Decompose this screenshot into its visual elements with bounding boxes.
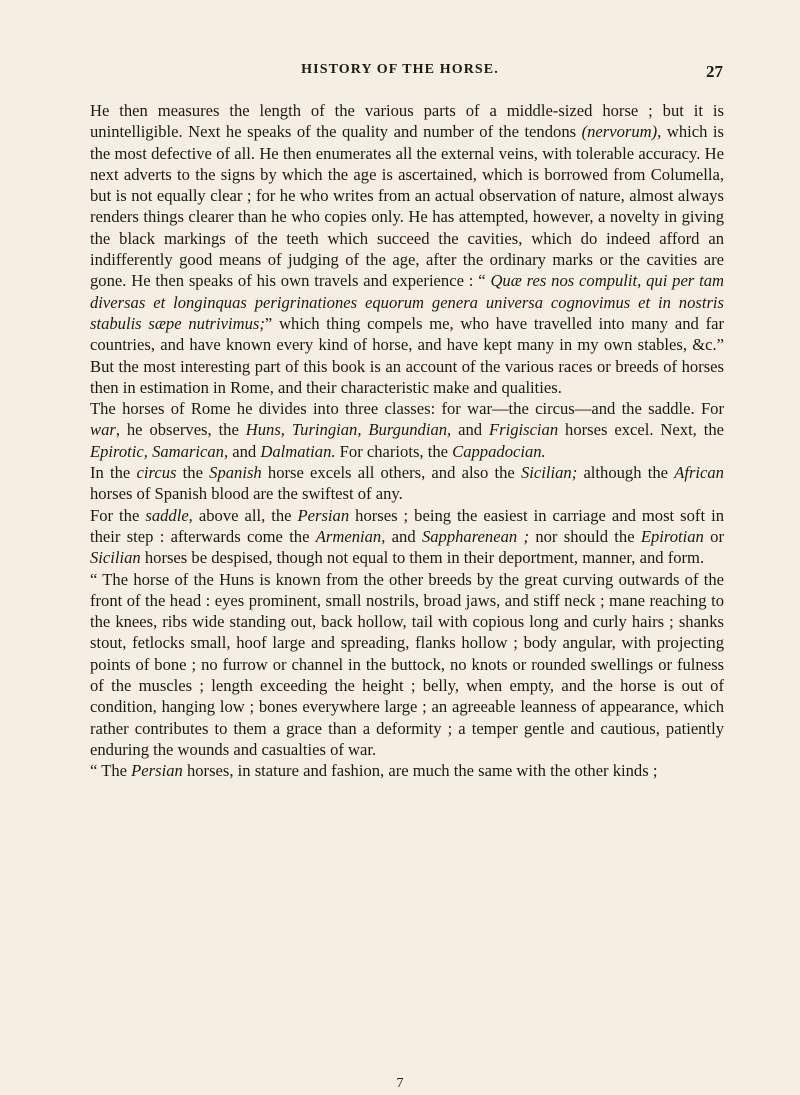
text-run: although the (577, 463, 675, 483)
paragraph (90, 760, 724, 781)
text-run: ” which thing compels me, who have travelled into many and far countries, and have known every kind of horse, and have kept many in my own stables, &c.” But the most interesting part of this book is an account of the various races or breeds of horses then in estimation in Rome, and their characteristic make and qualities. (90, 313, 724, 397)
italic-text: Cappadocian. (452, 441, 546, 461)
italic-text: Epirotic, Samarican, (90, 441, 229, 461)
italic-text: Armenian, (315, 526, 386, 546)
paragraph (90, 100, 724, 398)
text-run: the (176, 463, 210, 483)
italic-text: Frigiscian (489, 420, 559, 440)
text-run: horses ; being the easiest in carriage and most soft in their step : afterwards come the (90, 505, 724, 546)
paragraph (90, 505, 724, 569)
body-text (90, 100, 724, 782)
text-run: He then measures the length of the various parts of a middle-sized horse ; but it is unintelligible. Next he speaks of the quality and number of the tendons (90, 101, 724, 142)
text-run: , he observes, the (115, 420, 246, 440)
text-run: and (385, 526, 422, 546)
text-run: For chariots, the (335, 441, 453, 461)
italic-text: Persian (131, 761, 183, 781)
text-run: above all, the (192, 505, 298, 525)
italic-text: Sappharenean ; (421, 526, 530, 546)
signature-mark: 7 (396, 1076, 404, 1091)
italic-text: Sicilian (90, 548, 141, 568)
italic-text: Epirotian (640, 526, 704, 546)
text-run: “ The (90, 761, 132, 781)
italic-text: Huns, Turingian, Burgundian, (245, 420, 452, 440)
text-run: “ The horse of the Huns is known from the other breeds by the great curving outwards of the front of the head : eyes prominent, small nostrils, broad jaws, and stiff neck ; mane reaching to the knees, ribs wide standing out, back hollow, tail with copious long and curly hairs ; shanks stout, fetlocks small, hoof large and spreading, flanks hollow ; body angular, with projecting points of bone ; no furrow or channel in the buttock, no knots or rounded swellings or fulness of the muscles ; length exceeding the height ; belly, when empty, and the horse is out of condition, hanging low ; bones everywhere large ; an agreeable leanness of appearance, which rather contributes to them a grace than a deformity ; a temper gentle and cautious, patiently enduring the wounds and casualties of war. (90, 569, 724, 759)
italic-text: Sicilian; (521, 463, 578, 483)
italic-text: Persian (297, 505, 350, 525)
text-run: In the (90, 463, 137, 483)
italic-text: war (90, 420, 116, 440)
italic-text: saddle, (145, 505, 193, 525)
running-title: HISTORY OF THE HORSE. (301, 62, 499, 77)
text-run: horses of Spanish blood are the swiftest of any. (90, 484, 403, 504)
italic-text: Quæ res nos compulit, qui per tam diversas et longinquas perigrinationes equorum genera universa cognovimus et in nostris stabulis sæpe nutrivimus; (90, 271, 725, 333)
italic-text: African (674, 463, 724, 483)
text-run: horses be despised, though not equal to them in their deportment, manner, and form. (140, 548, 705, 568)
text-run: horse excels all others, and also the (261, 463, 521, 483)
italic-text: circus (136, 463, 177, 483)
text-run: and (228, 441, 261, 461)
text-run: The horses of Rome he divides into three classes: for war—the circus—and the saddle. For (90, 399, 724, 419)
paragraph (90, 462, 724, 505)
text-run: and (451, 420, 489, 440)
running-head (0, 62, 800, 82)
text-run: horses, in stature and fashion, are much the same with the other kinds ; (182, 761, 658, 781)
paragraph (90, 569, 724, 761)
paragraph (90, 398, 724, 462)
italic-text: Spanish (209, 463, 262, 483)
text-run: nor should the (529, 526, 641, 546)
text-run: or (703, 526, 724, 546)
italic-text: (nervorum) (581, 122, 658, 142)
page-number: 27 (706, 62, 723, 81)
text-run: For the (90, 505, 146, 525)
text-run: horses excel. Next, the (558, 420, 725, 440)
text-run: , which is the most defective of all. He then enumerates all the external veins, with tolerable accuracy. He next adverts to the signs by which the age is ascertained, which is borrowed from Columella, but is not equally clear ; for he who writes from an actual observation of nature, almost always renders things clearer than he who copies only. He has attempted, however, a novelty in giving the black markings of the teeth which succeed the cavities, which do indeed afford an indifferently good means of judging of the age, after the ordinary marks or the cavities are gone. He then speaks of his own travels and experience : “ (90, 122, 724, 291)
italic-text: Dalmatian. (260, 441, 336, 461)
